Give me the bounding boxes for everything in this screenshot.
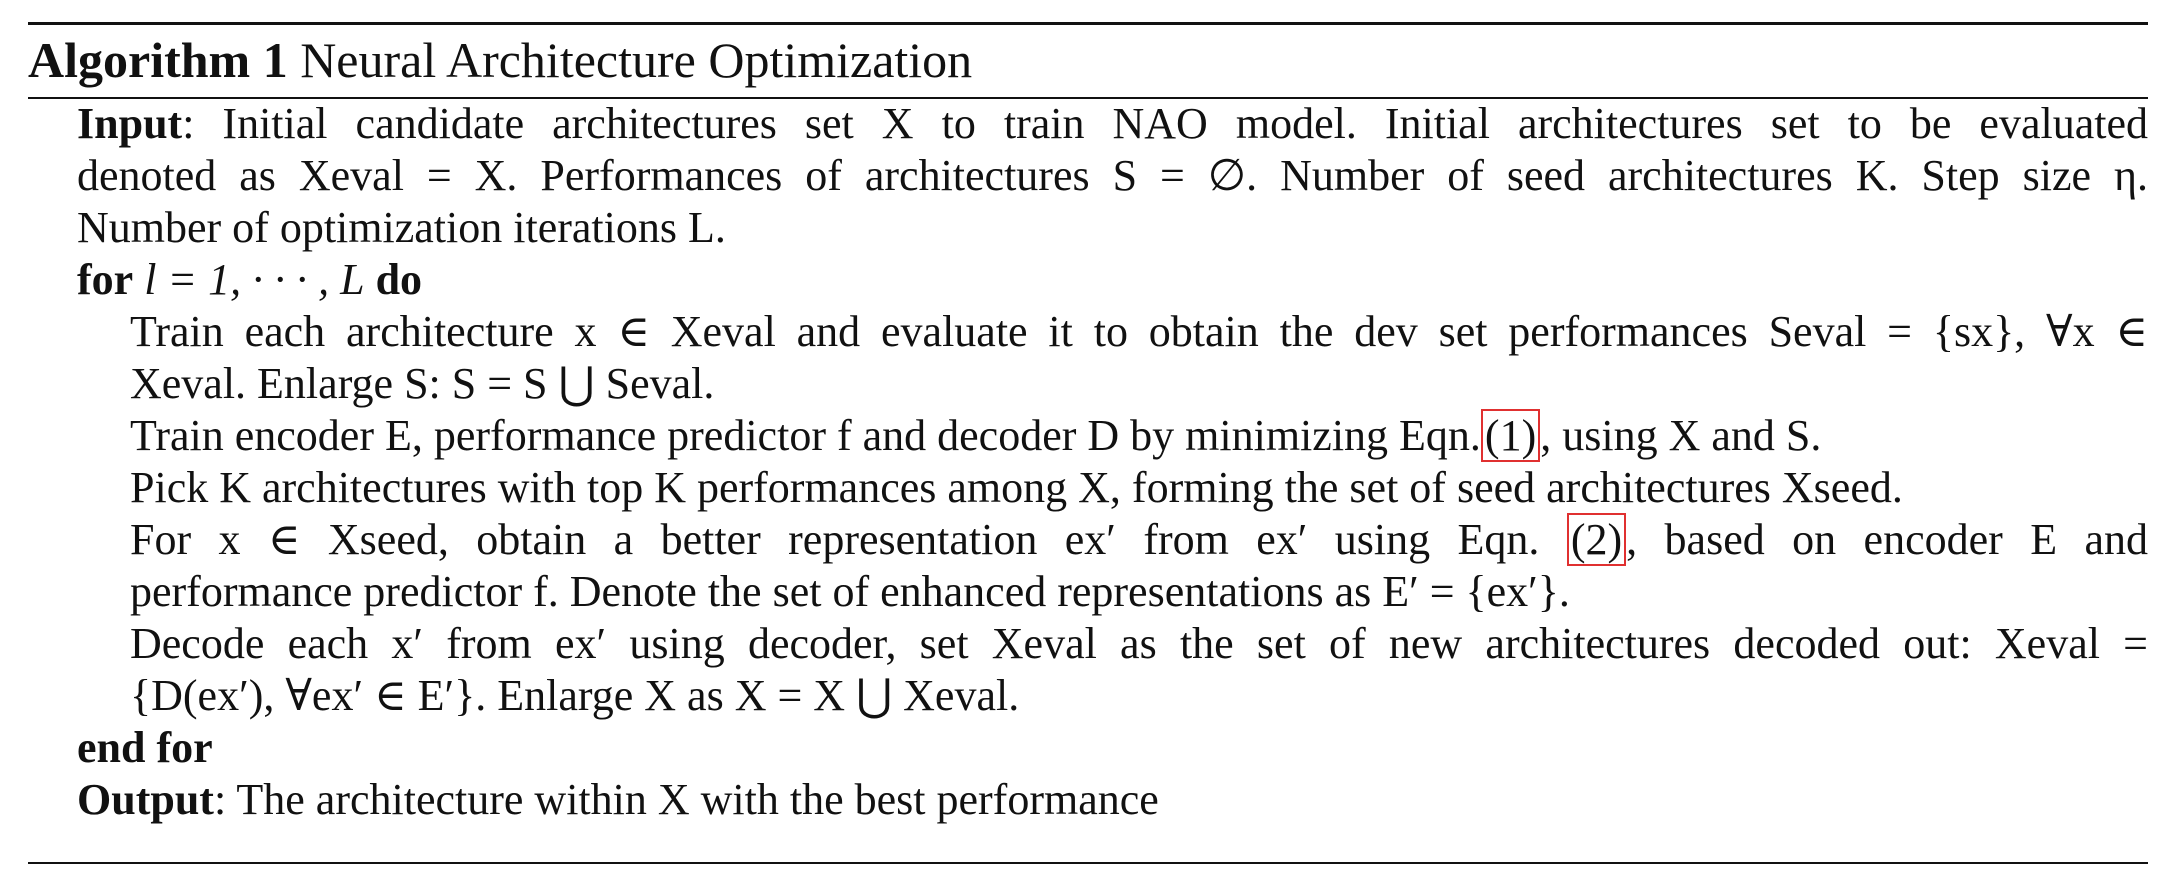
input-line-1 [77, 98, 2148, 150]
step4-line-2: performance predictor f. Denote the set of enhanced representations as E′ = {ex′}. [130, 567, 1570, 616]
output-line [77, 774, 1159, 826]
step4-line-1 [130, 514, 2148, 566]
end-for-line [77, 722, 213, 774]
for-expression: l = 1, · · · , L [144, 255, 365, 304]
input-line-2: denoted as Xeval = X. Performances of architectures S = ∅. Number of seed architectures K. Step size η. [77, 151, 2148, 200]
algorithm-label: Algorithm 1 [28, 32, 288, 88]
input-keyword: Input [77, 99, 183, 148]
equation-ref-1[interactable]: (1) [1481, 409, 1540, 462]
end-for-keyword: end for [77, 723, 213, 772]
output-keyword: Output [77, 775, 214, 824]
step4-text: For x ∈ Xseed, obtain a better representation ex′ from ex′ using Eqn. [130, 515, 1540, 564]
for-line [77, 254, 422, 306]
bottom-rule [28, 862, 2148, 864]
top-rule [28, 22, 2148, 25]
for-keyword: for [77, 255, 134, 304]
step4-text-end: , based on encoder E and [1626, 515, 2148, 564]
step3-line: Pick K architectures with top K performances among X, forming the set of seed architectures Xseed. [130, 463, 1903, 512]
input-line-3: Number of optimization iterations L. [77, 203, 726, 252]
step1-line-1: Train each architecture x ∈ Xeval and evaluate it to obtain the dev set performances Seval = {sx}, ∀x ∈ [130, 307, 2148, 356]
step2-text-end: , using X and S. [1540, 411, 1822, 460]
equation-ref-2[interactable]: (2) [1567, 513, 1626, 566]
do-keyword: do [375, 255, 423, 304]
output-text: : The architecture within X with the best performance [213, 775, 1159, 824]
algorithm-title [28, 30, 972, 90]
step2-text: Train encoder E, performance predictor f and decoder D by minimizing Eqn. [130, 411, 1481, 460]
input-text-1: : Initial candidate architectures set X to train NAO model. Initial architectures set to be evaluated [182, 99, 2148, 148]
step5-line-2: {D(ex′), ∀ex′ ∈ E′}. Enlarge X as X = X ⋃ Xeval. [130, 671, 1020, 720]
step2-line [130, 410, 1821, 462]
algorithm-name: Neural Architecture Optimization [300, 32, 973, 88]
step1-line-2: Xeval. Enlarge S: S = S ⋃ Seval. [130, 359, 715, 408]
step5-line-1: Decode each x′ from ex′ using decoder, set Xeval as the set of new architectures decoded out: Xeval = [130, 619, 2148, 668]
